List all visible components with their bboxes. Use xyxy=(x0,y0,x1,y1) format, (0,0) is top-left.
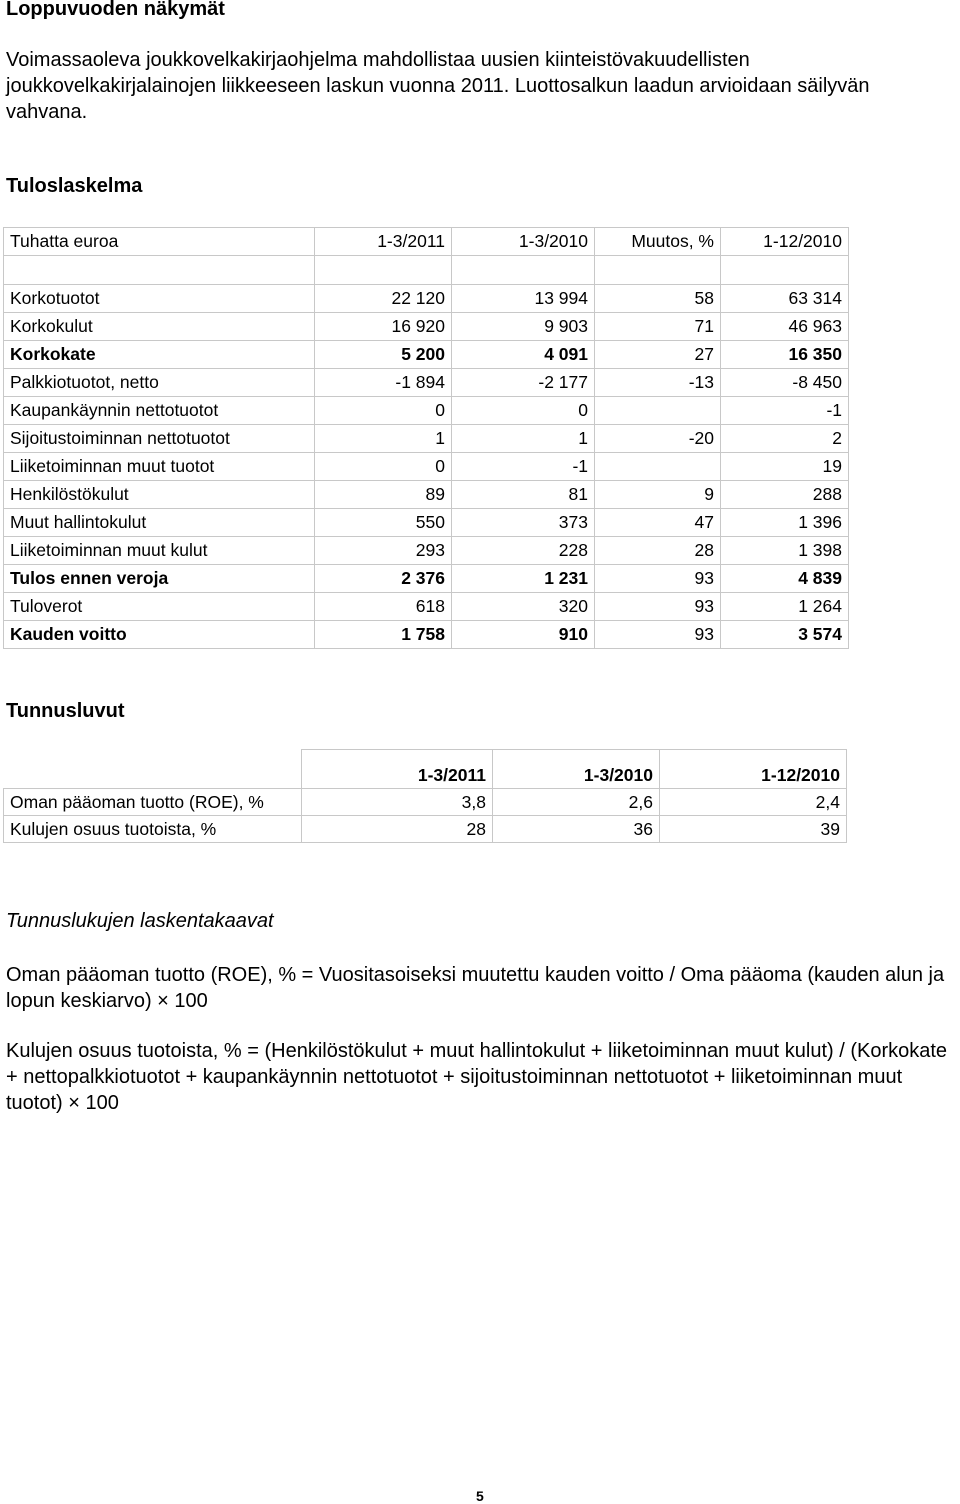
table-row xyxy=(4,285,849,313)
table-row xyxy=(4,789,847,816)
row-label: Kauden voitto xyxy=(4,621,315,649)
empty-cell xyxy=(4,256,315,285)
empty-cell xyxy=(595,256,721,285)
row-label: Tuloverot xyxy=(4,593,315,621)
header-cell: Muutos, % xyxy=(595,228,721,256)
table-row xyxy=(4,369,849,397)
value-cell: 28 xyxy=(595,537,721,565)
value-cell: 4 839 xyxy=(721,565,849,593)
row-label: Korkotuotot xyxy=(4,285,315,313)
value-cell: 1 xyxy=(315,425,452,453)
value-cell: 93 xyxy=(595,593,721,621)
key-ratios-heading: Tunnusluvut xyxy=(6,700,125,722)
row-label: Sijoitustoiminnan nettotuotot xyxy=(4,425,315,453)
value-cell: 28 xyxy=(302,816,493,843)
header-cell: 1-3/2010 xyxy=(493,750,660,789)
value-cell: 0 xyxy=(315,453,452,481)
spacer-row xyxy=(4,256,849,285)
table-row xyxy=(4,481,849,509)
value-cell: 39 xyxy=(660,816,847,843)
value-cell: 5 200 xyxy=(315,341,452,369)
table-row xyxy=(4,425,849,453)
header-cell: 1-12/2010 xyxy=(721,228,849,256)
value-cell: 228 xyxy=(452,537,595,565)
value-cell: 0 xyxy=(452,397,595,425)
value-cell: 36 xyxy=(493,816,660,843)
value-cell: 22 120 xyxy=(315,285,452,313)
value-cell: -1 894 xyxy=(315,369,452,397)
row-label: Kaupankäynnin nettotuotot xyxy=(4,397,315,425)
header-cell: 1-3/2010 xyxy=(452,228,595,256)
table-row xyxy=(4,565,849,593)
value-cell: 2 376 xyxy=(315,565,452,593)
value-cell: 81 xyxy=(452,481,595,509)
value-cell: 618 xyxy=(315,593,452,621)
value-cell: 58 xyxy=(595,285,721,313)
table-row xyxy=(4,509,849,537)
empty-cell xyxy=(315,256,452,285)
value-cell xyxy=(595,397,721,425)
formulas-heading: Tunnuslukujen laskentakaavat xyxy=(6,910,274,932)
value-cell: 93 xyxy=(595,621,721,649)
page-number: 5 xyxy=(476,1488,484,1504)
table-row xyxy=(4,816,847,843)
header-cell: 1-12/2010 xyxy=(660,750,847,789)
value-cell: -2 177 xyxy=(452,369,595,397)
table-row xyxy=(4,313,849,341)
value-cell: 93 xyxy=(595,565,721,593)
row-label: Korkokulut xyxy=(4,313,315,341)
row-label: Oman pääoman tuotto (ROE), % xyxy=(4,789,302,816)
value-cell: 1 758 xyxy=(315,621,452,649)
value-cell: 89 xyxy=(315,481,452,509)
table-row xyxy=(4,453,849,481)
value-cell: 373 xyxy=(452,509,595,537)
value-cell: 293 xyxy=(315,537,452,565)
roe-formula: Oman pääoman tuotto (ROE), % = Vuositasoiseksi muutettu kauden voitto / Oma pääoma (kauden alun ja lopun keskiarvo) × 100 xyxy=(6,964,945,1012)
value-cell: -20 xyxy=(595,425,721,453)
table-header-row xyxy=(4,750,847,789)
value-cell: 320 xyxy=(452,593,595,621)
row-label: Korkokate xyxy=(4,341,315,369)
value-cell: 46 963 xyxy=(721,313,849,341)
row-label: Liiketoiminnan muut tuotot xyxy=(4,453,315,481)
table-row xyxy=(4,593,849,621)
value-cell: 16 350 xyxy=(721,341,849,369)
value-cell: 2 xyxy=(721,425,849,453)
value-cell: 2,4 xyxy=(660,789,847,816)
value-cell: 3,8 xyxy=(302,789,493,816)
key-ratios-table xyxy=(3,749,847,843)
value-cell: -1 xyxy=(452,453,595,481)
table-row xyxy=(4,537,849,565)
cost-income-formula: Kulujen osuus tuotoista, % = (Henkilöstökulut + muut hallintokulut + liiketoiminnan muut kulut) / (Korkokate + nettopalkkiotuotot + kaupankäynnin nettotuotot + sijoitustoiminnan nettotuotot + liiketoiminnan muut tuotot) × 100 xyxy=(6,1040,948,1114)
value-cell: 1 396 xyxy=(721,509,849,537)
income-statement-heading: Tuloslaskelma xyxy=(6,175,143,197)
table-row xyxy=(4,341,849,369)
value-cell: -13 xyxy=(595,369,721,397)
outlook-text: Voimassaoleva joukkovelkakirjaohjelma mahdollistaa uusien kiinteistövakuudellisten joukkovelkakirjalainojen liikkeeseen laskun vuonna 2011. Luottosalkun laadun arvioidaan säilyvän vahvana. xyxy=(6,49,870,123)
value-cell: 9 xyxy=(595,481,721,509)
header-cell: Tuhatta euroa xyxy=(4,228,315,256)
value-cell: 71 xyxy=(595,313,721,341)
value-cell: 550 xyxy=(315,509,452,537)
value-cell: 0 xyxy=(315,397,452,425)
row-label: Liiketoiminnan muut kulut xyxy=(4,537,315,565)
table-row xyxy=(4,621,849,649)
value-cell: 910 xyxy=(452,621,595,649)
row-label: Muut hallintokulut xyxy=(4,509,315,537)
value-cell: 9 903 xyxy=(452,313,595,341)
outlook-heading: Loppuvuoden näkymät xyxy=(6,0,225,20)
table-row xyxy=(4,397,849,425)
row-label: Tulos ennen veroja xyxy=(4,565,315,593)
value-cell: 1 231 xyxy=(452,565,595,593)
table-header-row xyxy=(4,228,849,256)
value-cell: 4 091 xyxy=(452,341,595,369)
value-cell: 27 xyxy=(595,341,721,369)
value-cell: -8 450 xyxy=(721,369,849,397)
value-cell: 13 994 xyxy=(452,285,595,313)
income-statement-table xyxy=(3,227,849,649)
empty-cell xyxy=(721,256,849,285)
value-cell: -1 xyxy=(721,397,849,425)
value-cell: 2,6 xyxy=(493,789,660,816)
value-cell: 1 398 xyxy=(721,537,849,565)
value-cell: 1 264 xyxy=(721,593,849,621)
value-cell xyxy=(595,453,721,481)
row-label: Palkkiotuotot, netto xyxy=(4,369,315,397)
header-cell: 1-3/2011 xyxy=(315,228,452,256)
value-cell: 63 314 xyxy=(721,285,849,313)
value-cell: 3 574 xyxy=(721,621,849,649)
value-cell: 19 xyxy=(721,453,849,481)
row-label: Kulujen osuus tuotoista, % xyxy=(4,816,302,843)
value-cell: 16 920 xyxy=(315,313,452,341)
row-label: Henkilöstökulut xyxy=(4,481,315,509)
value-cell: 288 xyxy=(721,481,849,509)
value-cell: 1 xyxy=(452,425,595,453)
value-cell: 47 xyxy=(595,509,721,537)
header-cell: 1-3/2011 xyxy=(302,750,493,789)
header-cell xyxy=(4,750,302,789)
empty-cell xyxy=(452,256,595,285)
